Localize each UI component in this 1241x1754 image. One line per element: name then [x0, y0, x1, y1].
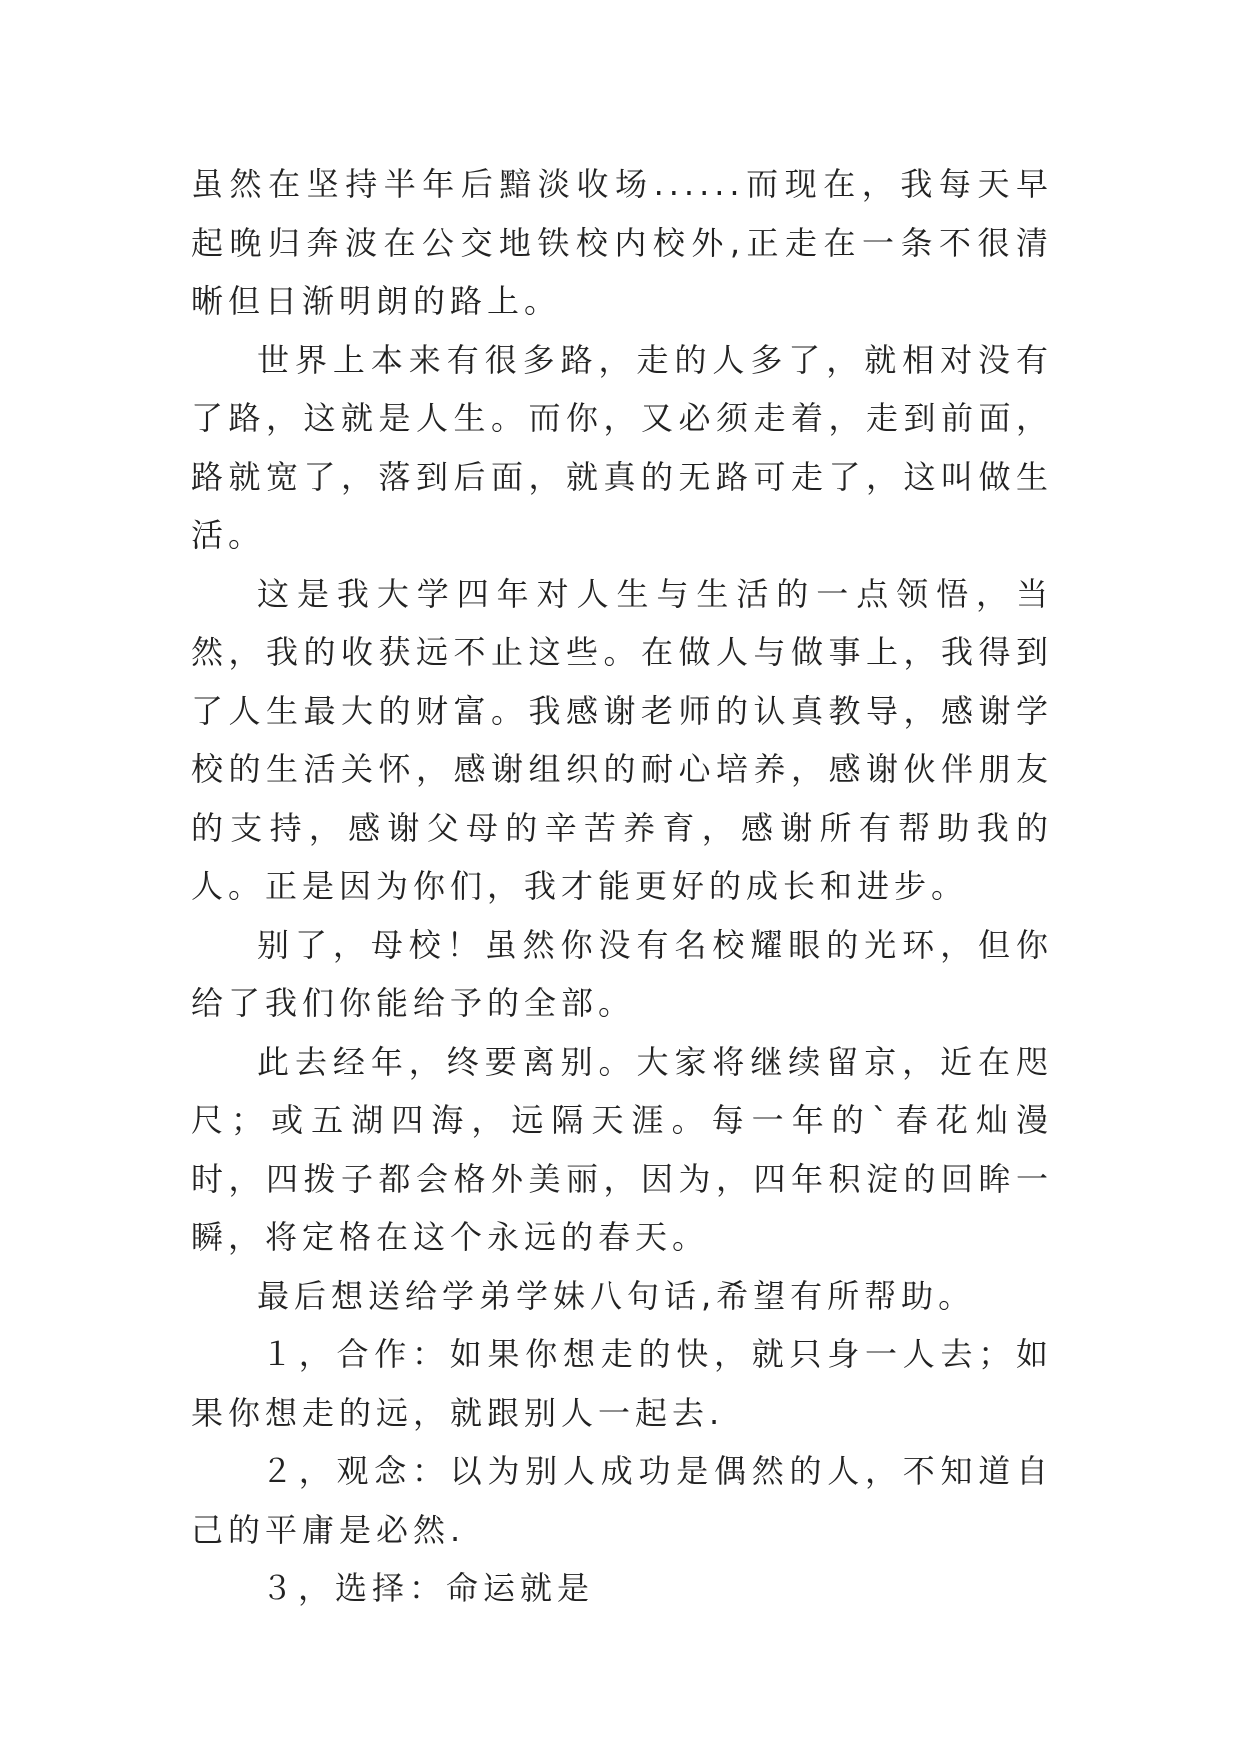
paragraph-2: 世界上本来有很多路，走的人多了，就相对没有了路，这就是人生。而你，又必须走着，走到前面，路就宽了，落到后面，就真的无路可走了，这叫做生活。	[191, 340, 1053, 554]
paragraph-6: 最后想送给学弟学妹八句话,希望有所帮助。	[257, 1276, 976, 1315]
paragraph-1: 虽然在坚持半年后黯淡收场......而现在，我每天早起晚归奔波在公交地铁校内校外,正走在一条不很清晰但日渐明朗的路上。	[191, 165, 1053, 320]
list-item-1: １，合作：如果你想走的快，就只身一人去；如果你想走的远，就跟别人一起去.	[191, 1335, 1053, 1432]
list-item-2: ２，观念：以为别人成功是偶然的人，不知道自己的平庸是必然.	[191, 1452, 1053, 1549]
paragraph-5: 此去经年，终要离别。大家将继续留京，近在咫尺；或五湖四海，远隔天涯。每一年的`春花灿漫时，四拨子都会格外美丽，因为，四年积淀的回眸一瞬，将定格在这个永远的春天。	[191, 1042, 1053, 1256]
document-body	[191, 155, 1053, 1618]
paragraph-4: 别了，母校！虽然你没有名校耀眼的光环，但你给了我们你能给予的全部。	[191, 925, 1053, 1022]
paragraph-3: 这是我大学四年对人生与生活的一点领悟，当然，我的收获远不止这些。在做人与做事上，我得到了人生最大的财富。我感谢老师的认真教导，感谢学校的生活关怀，感谢组织的耐心培养，感谢伙伴朋友的支持，感谢父母的辛苦养育，感谢所有帮助我的人。正是因为你们，我才能更好的成长和进步。	[191, 574, 1053, 905]
list-item-3: ３，选择：命运就是	[261, 1569, 595, 1607]
